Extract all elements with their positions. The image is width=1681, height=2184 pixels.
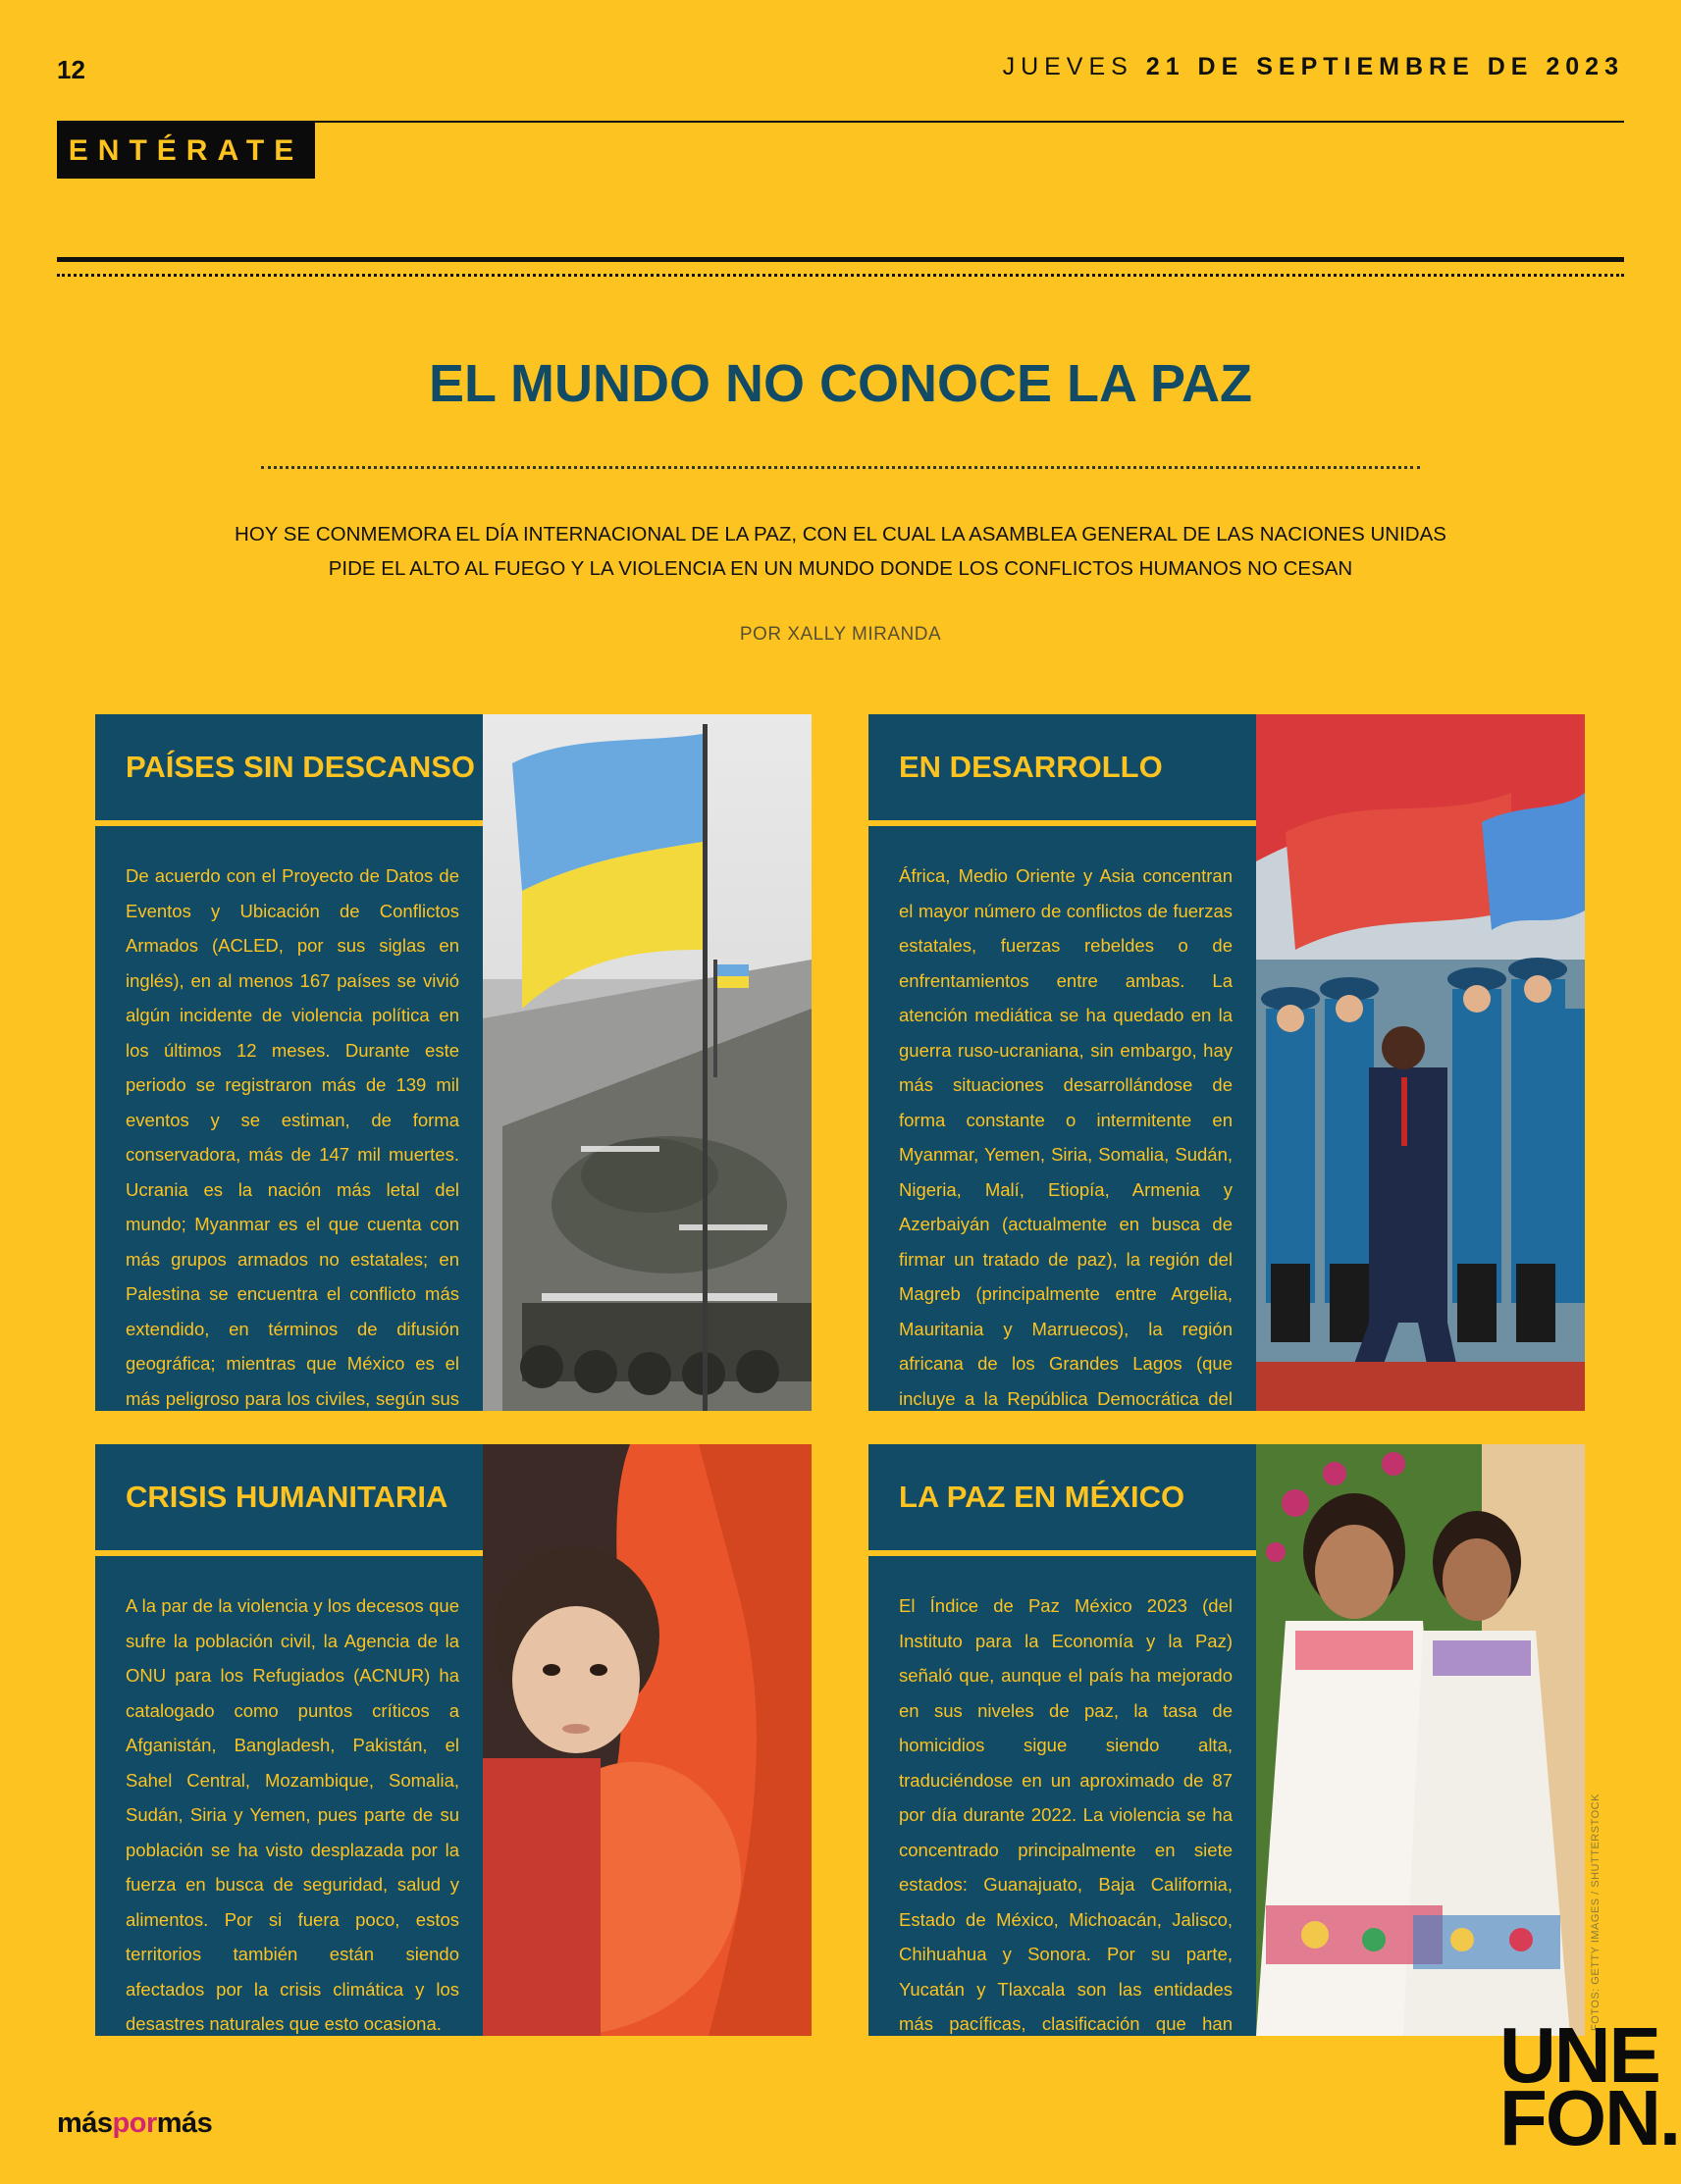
brand-part-1: más: [57, 2107, 113, 2139]
card-header: [868, 1444, 1256, 1550]
card-la-paz-en-mexico: [868, 1444, 1585, 2069]
card-header: [95, 714, 483, 820]
card-body: [95, 826, 483, 1443]
title-dotted-divider: [261, 466, 1420, 469]
card-title: PAÍSES SIN DESCANSO: [126, 750, 476, 784]
deck-line-2: PIDE EL ALTO AL FUEGO Y LA VIOLENCIA EN UN MUNDO DONDE LOS CONFLICTOS HUMANOS NO CESAN: [328, 557, 1353, 580]
honor-guard-photo: [1256, 714, 1585, 1411]
yucatan-women-photo: [1256, 1444, 1585, 2036]
card-title: LA PAZ EN MÉXICO: [899, 1480, 1185, 1514]
unefon-logo: [1499, 2011, 1680, 2161]
dotted-divider: [57, 274, 1624, 277]
masporamas-logo: [57, 2107, 212, 2140]
page-number: 12: [57, 55, 85, 84]
card-title: EN DESARROLLO: [899, 750, 1163, 784]
card-text: África, Medio Oriente y Asia concentran el mayor número de conflictos de fuerzas estatales, fuerzas rebeldes o de enfrentamientos entre ambas. La atención mediática se ha quedado en la guerra ruso-ucraniana, sin embargo, hay más situaciones desarrollándose de forma constante o intermitente en Myanmar, Yemen, Siria, Somalia, Sudán, Nigeria, Malí, Etiopía, Armenia y Azerbaiyán (actualmente en busca de firmar un tratado de paz), la región del Magreb (principalmente entre Argelia, Mauritania y Marruecos), la región africana de los Grandes Lagos (que incluye a la República Democrática del Congo y Ruanda), por mencionar: [899, 865, 1233, 1443]
card-body: [868, 826, 1256, 1443]
date-full: 21 DE SEPTIEMBRE DE 2023: [1145, 53, 1624, 80]
brand-part-2: por: [112, 2107, 157, 2139]
child-refugee-photo: [483, 1444, 812, 2036]
unefon-line-2: FON.: [1499, 2074, 1680, 2161]
card-body: [95, 1556, 483, 2036]
card-crisis-humanitaria: [95, 1444, 812, 2036]
issue-date: [1003, 53, 1624, 81]
brand-part-3: más: [156, 2107, 213, 2139]
byline: POR XALLY MIRANDA: [739, 624, 942, 645]
article-deck: [196, 517, 1485, 586]
section-tag: ENTÉRATE: [57, 123, 315, 179]
thick-divider: [57, 257, 1624, 262]
ukraine-tank-photo: [483, 714, 812, 1411]
card-title: CRISIS HUMANITARIA: [126, 1480, 448, 1514]
article-title: EL MUNDO NO CONOCE LA PAZ: [428, 354, 1252, 413]
card-text: De acuerdo con el Proyecto de Datos de Eventos y Ubicación de Conflictos Armados (ACLED, por sus siglas en inglés), en al menos 167 países se vivió algún incidente de violencia política en los últimos 12 meses. Durante este periodo se registraron más de 139 mil eventos y se estiman, de forma conservadora, más de 147 mil muertes. Ucrania es la nación más letal del mundo; Myanmar es el que cuenta con más grupos armados no estatales; en Palestina se encuentra el conflicto más extendido, en términos de difusión geográfica; mientras que México es el más peligroso para los civiles, según sus índices.: [126, 865, 459, 1443]
card-text: El Índice de Paz México 2023 (del Instituto para la Economía y la Paz) señaló que, aunque el país ha mejorado en sus niveles de paz, la tasa de homicidios sigue siendo alta, traduciéndose en un aproximado de 87 por día durante 2022. La violencia se ha concentrado principalmente en siete estados: Guanajuato, Baja California, Estado de México, Michoacán, Jalisco, Chihuahua y Sonora. Por su parte, Yucatán y Tlaxcala son las entidades más pacíficas, clasificación que han mantenido desde 2015.: [899, 1595, 1233, 2069]
card-header: [95, 1444, 483, 1550]
unefon-line-1: UNE: [1499, 2011, 1659, 2099]
card-body: [868, 1556, 1256, 2069]
card-header: [868, 714, 1256, 820]
photo-credit-text: FOTOS: GETTY IMAGES / SHUTTERSTOCK: [1590, 1794, 1602, 2031]
card-text: A la par de la violencia y los decesos que sufre la población civil, la Agencia de la ONU para los Refugiados (ACNUR) ha catalogado como puntos críticos a Afganistán, Bangladesh, Pakistán, el Sahel Central, Mozambique, Somalia, Sudán, Siria y Yemen, pues parte de su población se ha visto desplazada por la fuerza en busca de seguridad, salud y alimentos. Por si fuera poco, estos territorios también están siendo afectados por la crisis climática y los desastres naturales que esto ocasiona.: [126, 1595, 459, 2034]
date-weekday: JUEVES: [1002, 53, 1133, 80]
deck-line-1: HOY SE CONMEMORA EL DÍA INTERNACIONAL DE LA PAZ, CON EL CUAL LA ASAMBLEA GENERAL DE LAS NACIONES UNIDAS: [235, 523, 1446, 546]
photo-credit: [1590, 1794, 1609, 2041]
card-en-desarrollo: [868, 714, 1585, 1443]
card-paises-sin-descanso: [95, 714, 812, 1443]
